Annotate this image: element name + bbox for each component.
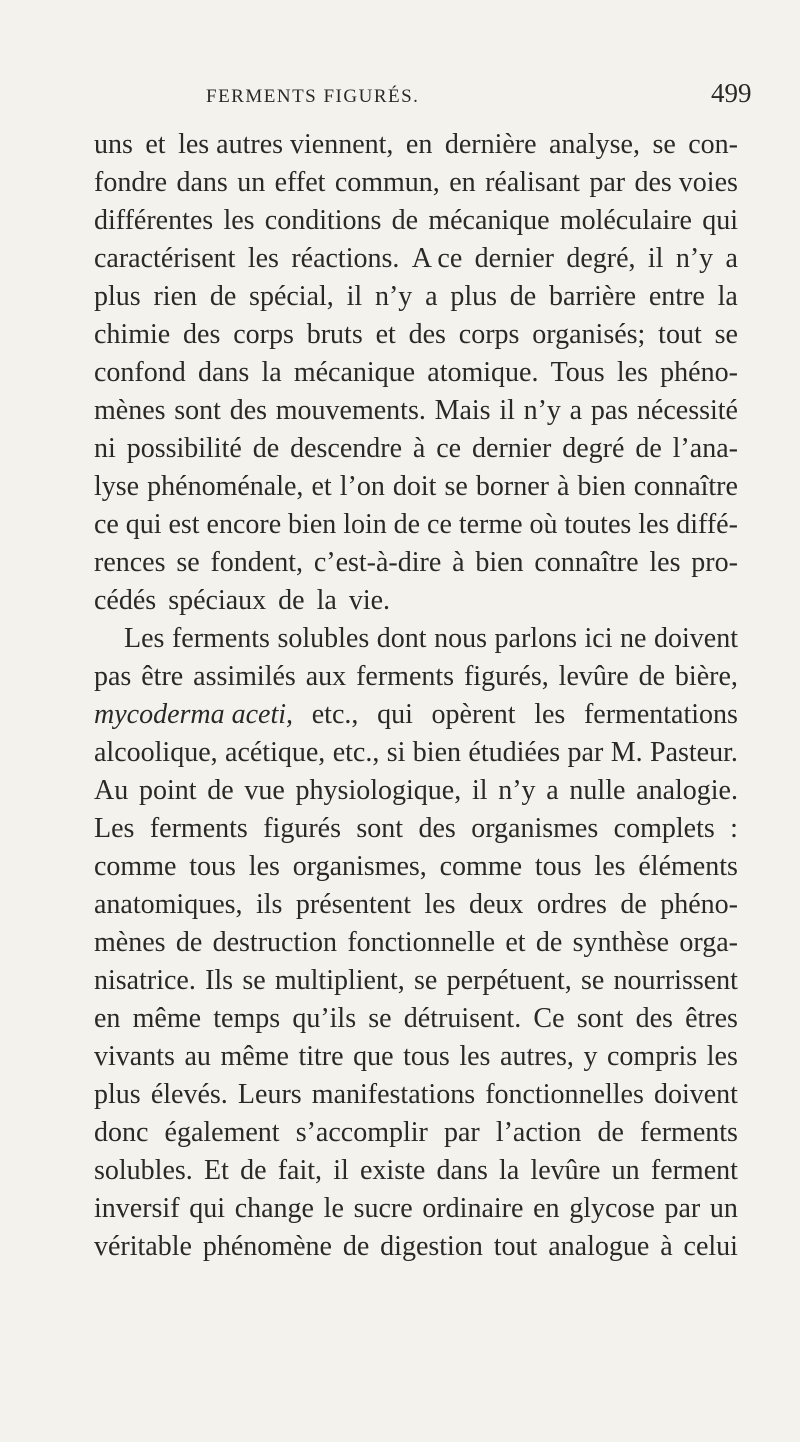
word: ferment xyxy=(650,1155,738,1186)
word: les xyxy=(534,699,566,730)
word: n’y xyxy=(374,281,413,312)
word: sont xyxy=(174,395,221,426)
word: ferments xyxy=(149,813,248,844)
word: des xyxy=(635,1003,673,1034)
word: de xyxy=(278,585,305,616)
word: celui xyxy=(683,1231,738,1262)
word: tout xyxy=(493,1231,538,1262)
word: A ce xyxy=(411,243,463,274)
word: à xyxy=(412,433,426,464)
word: doit xyxy=(392,471,437,502)
word: êtres xyxy=(685,1003,738,1034)
word: organisés; xyxy=(532,319,646,350)
word: analogie. xyxy=(636,775,738,806)
word: parlons xyxy=(494,623,577,654)
word: nisatrice. xyxy=(94,965,196,996)
word: toutes xyxy=(564,509,632,540)
word: ici xyxy=(584,623,613,654)
word: levûre xyxy=(530,1155,601,1186)
word: les xyxy=(706,1041,738,1072)
word: Pasteur. xyxy=(650,737,738,768)
text-line xyxy=(94,582,738,620)
word: borner xyxy=(475,471,549,502)
word: mécanique xyxy=(293,357,416,388)
text-line xyxy=(94,1000,738,1038)
word: élevés. xyxy=(150,1079,228,1110)
text-line xyxy=(94,810,738,848)
word: ordres xyxy=(536,889,607,920)
word: phéno- xyxy=(660,889,738,920)
text-line xyxy=(94,164,738,202)
word: orga- xyxy=(679,927,738,958)
word: ordinaire xyxy=(422,1193,524,1224)
text-line xyxy=(94,1076,738,1114)
word: il xyxy=(647,243,664,274)
word: de xyxy=(635,433,662,464)
word: ferments xyxy=(639,1117,738,1148)
word: sucre xyxy=(353,1193,413,1224)
body-text xyxy=(94,126,738,1266)
word: uns xyxy=(94,129,133,160)
word: caractérisent xyxy=(94,243,236,274)
word: n’y xyxy=(498,775,536,806)
word: comme xyxy=(439,851,523,882)
text-line xyxy=(94,278,738,316)
word: moléculaire xyxy=(559,205,692,236)
word: mouvements. xyxy=(275,395,426,426)
word: effet xyxy=(274,167,326,198)
word: phéno- xyxy=(660,357,738,388)
word: même xyxy=(220,1041,289,1072)
word: les xyxy=(459,1041,491,1072)
word: existe xyxy=(360,1155,426,1186)
text-line xyxy=(94,620,738,658)
word: Ils xyxy=(205,965,234,996)
word: le xyxy=(323,1193,344,1224)
word: se xyxy=(652,129,676,160)
word: en xyxy=(449,167,476,198)
word: de xyxy=(535,927,563,958)
word: phénomène xyxy=(202,1231,332,1262)
word: ni xyxy=(94,433,116,464)
word: degré, xyxy=(566,243,636,274)
word: organismes, xyxy=(292,851,427,882)
word: réactions. xyxy=(291,243,400,274)
word: être xyxy=(141,661,184,692)
word: entre xyxy=(648,281,705,312)
word: différentes xyxy=(94,205,214,236)
word: loin xyxy=(343,509,387,540)
word: synthèse xyxy=(572,927,670,958)
word: spéciaux xyxy=(168,585,267,616)
word: conditions xyxy=(264,205,382,236)
word: atomique. xyxy=(427,357,539,388)
word: des voies xyxy=(634,167,738,198)
word: en xyxy=(533,1193,560,1224)
word: par xyxy=(443,1117,480,1148)
word: à xyxy=(557,471,570,502)
word: par xyxy=(567,737,604,768)
word: n’y xyxy=(675,243,714,274)
word: Mais xyxy=(434,395,491,426)
word: tout xyxy=(658,319,702,350)
word: perpétuent, xyxy=(446,965,572,996)
word: diffé- xyxy=(676,509,738,540)
word: plus xyxy=(94,281,141,312)
word: deux xyxy=(468,889,524,920)
word: spécial, xyxy=(249,281,334,312)
text-line xyxy=(94,506,738,544)
word: degré xyxy=(562,433,625,464)
word: de xyxy=(240,1155,267,1186)
word: titre xyxy=(298,1041,344,1072)
text-line xyxy=(94,1038,738,1076)
word: ce xyxy=(436,433,462,464)
word: détruisent. xyxy=(403,1003,522,1034)
word: temps xyxy=(213,1003,281,1034)
word: éléments xyxy=(638,851,738,882)
word: compris xyxy=(607,1041,698,1072)
word: plus xyxy=(94,1079,141,1110)
word: que xyxy=(353,1041,394,1072)
word: confond xyxy=(94,357,186,388)
word: s’accomplir xyxy=(295,1117,428,1148)
word: présentent xyxy=(295,889,411,920)
word: qui xyxy=(125,509,162,540)
word: la xyxy=(261,357,282,388)
word: de xyxy=(393,509,421,540)
word: autres, xyxy=(500,1041,574,1072)
word: con- xyxy=(688,129,738,160)
word: les xyxy=(247,243,279,274)
word: l’on xyxy=(339,471,385,502)
word: multiplient, xyxy=(274,965,405,996)
word: phénoménale, xyxy=(147,471,304,502)
word: et xyxy=(505,927,526,958)
word: l’action xyxy=(495,1117,582,1148)
word: a xyxy=(725,243,738,274)
word: analogue xyxy=(548,1231,650,1262)
word: donc xyxy=(94,1117,149,1148)
word: mécanique xyxy=(428,205,550,236)
text-line xyxy=(94,772,738,810)
word: se xyxy=(368,1003,392,1034)
word: destruction xyxy=(212,927,338,958)
word: réalisant xyxy=(485,167,580,198)
word: point xyxy=(138,775,197,806)
text-line xyxy=(94,544,738,582)
word: se xyxy=(444,471,468,502)
word: à xyxy=(660,1231,673,1262)
word: sont xyxy=(356,813,404,844)
word: il xyxy=(333,1155,349,1186)
word: fondre xyxy=(94,167,168,198)
word: de xyxy=(509,281,537,312)
word: fonctionnelles xyxy=(485,1079,644,1110)
word: change xyxy=(234,1193,314,1224)
word: comme xyxy=(94,851,177,882)
word: se xyxy=(580,965,605,996)
word: doivent xyxy=(653,1079,738,1110)
word: analyse, xyxy=(549,129,640,160)
word: Au xyxy=(94,775,129,806)
word: qu’ils xyxy=(292,1003,357,1034)
text-line xyxy=(94,240,738,278)
word: ils xyxy=(255,889,283,920)
word: les xyxy=(424,889,456,920)
text-line xyxy=(94,848,738,886)
word: figurés xyxy=(263,813,341,844)
text-line xyxy=(94,202,738,240)
text-line xyxy=(94,126,738,164)
word: bière, xyxy=(674,661,738,692)
word: mycoderma aceti, xyxy=(94,699,294,730)
word: fonctionnelle xyxy=(347,927,496,958)
word: corps xyxy=(233,319,294,350)
word: également xyxy=(164,1117,280,1148)
text-line xyxy=(94,734,738,772)
word: nulle xyxy=(569,775,626,806)
word: étudiées xyxy=(468,737,561,768)
word: les xyxy=(616,357,648,388)
word: au xyxy=(184,1041,211,1072)
word: possibilité xyxy=(126,433,242,464)
word: dernière xyxy=(444,129,537,160)
word: commun, xyxy=(334,167,440,198)
word: nous xyxy=(434,623,487,654)
word: ce xyxy=(94,509,119,540)
word: véritable xyxy=(94,1231,192,1262)
text-line xyxy=(94,430,738,468)
word: qui xyxy=(702,205,738,236)
word: à xyxy=(452,547,465,578)
word: bruts xyxy=(306,319,363,350)
word: pas xyxy=(94,661,132,692)
word: etc., xyxy=(332,737,380,768)
word: l’ana- xyxy=(672,433,738,464)
word: les autres viennent, xyxy=(178,129,394,160)
word: les xyxy=(638,509,670,540)
text-line xyxy=(94,316,738,354)
word: y xyxy=(583,1041,598,1072)
word: acétique, xyxy=(225,737,326,768)
word: se xyxy=(176,547,200,578)
word: et xyxy=(311,471,332,502)
word: figurés, xyxy=(463,661,549,692)
word: de xyxy=(391,205,419,236)
word: ferments xyxy=(171,623,270,654)
word: doivent xyxy=(654,623,738,654)
word: dans xyxy=(436,1155,488,1186)
word: par xyxy=(664,1193,701,1224)
text-line xyxy=(94,1190,738,1228)
word: se xyxy=(714,319,738,350)
word: plus xyxy=(450,281,497,312)
word: il xyxy=(499,395,515,426)
word: organismes xyxy=(471,813,599,844)
word: encore xyxy=(206,509,282,540)
word: mènes xyxy=(94,927,166,958)
text-line xyxy=(94,392,738,430)
word: a xyxy=(546,775,559,806)
word: en xyxy=(94,1003,121,1034)
word: ferments xyxy=(356,661,455,692)
word: assimilés xyxy=(193,661,296,692)
word: Les xyxy=(124,623,165,654)
word: des xyxy=(418,813,456,844)
word: rien xyxy=(153,281,198,312)
word: bien xyxy=(577,471,626,502)
word: vivants xyxy=(94,1041,175,1072)
text-line xyxy=(94,696,738,734)
word: un xyxy=(611,1155,640,1186)
word: mènes xyxy=(94,395,166,426)
word: solubles. xyxy=(94,1155,193,1186)
word: dans xyxy=(197,357,250,388)
word: il xyxy=(346,281,363,312)
word: de xyxy=(175,927,203,958)
text-line xyxy=(94,962,738,1000)
text-line xyxy=(94,658,738,696)
word: n’y xyxy=(523,395,561,426)
word: de xyxy=(638,661,665,692)
word: par xyxy=(589,167,626,198)
word: tous xyxy=(534,851,582,882)
word: alcoolique, xyxy=(94,737,218,768)
word: des xyxy=(183,319,221,350)
word: dernier xyxy=(474,243,554,274)
text-line xyxy=(94,1114,738,1152)
word: des xyxy=(229,395,268,426)
word: anatomiques, xyxy=(94,889,243,920)
text-line xyxy=(94,1228,738,1266)
word: pro- xyxy=(691,547,738,578)
word: Les xyxy=(94,813,135,844)
text-line xyxy=(94,886,738,924)
word: etc., xyxy=(311,699,359,730)
word: Et xyxy=(203,1155,229,1186)
word: descendre xyxy=(290,433,402,464)
word: de xyxy=(252,433,280,464)
text-line xyxy=(94,354,738,392)
word: se xyxy=(242,965,266,996)
word: en xyxy=(405,129,433,160)
word: : xyxy=(730,813,738,844)
word: a xyxy=(569,395,583,426)
word: dont xyxy=(376,623,427,654)
word: dans xyxy=(176,167,228,198)
word: M. xyxy=(610,737,643,768)
word: qui xyxy=(189,1193,225,1224)
word: fondent, xyxy=(210,547,303,578)
word: aux xyxy=(305,661,347,692)
word: terme xyxy=(458,509,523,540)
word: connaître xyxy=(633,471,738,502)
word: vue xyxy=(244,775,285,806)
word: bien xyxy=(412,737,462,768)
word: levûre xyxy=(558,661,629,692)
word: tous xyxy=(403,1041,450,1072)
word: vie. xyxy=(348,585,391,616)
word: ne xyxy=(620,623,647,654)
word: les xyxy=(223,205,255,236)
word: les xyxy=(248,851,280,882)
word: dernier xyxy=(472,433,552,464)
word: manifestations xyxy=(311,1079,476,1110)
word: nécessité xyxy=(636,395,738,426)
word: de xyxy=(209,281,237,312)
word: cédés xyxy=(94,585,157,616)
word: glycose xyxy=(569,1193,655,1224)
word: qui xyxy=(377,699,413,730)
word: de xyxy=(597,1117,624,1148)
word: il xyxy=(471,775,488,806)
word: et xyxy=(145,129,166,160)
text-line xyxy=(94,1152,738,1190)
word: la xyxy=(499,1155,520,1186)
word: ce xyxy=(427,509,452,540)
word: Leurs xyxy=(237,1079,302,1110)
word: rences xyxy=(94,547,166,578)
word: lyse xyxy=(94,471,140,502)
word: opèrent xyxy=(431,699,516,730)
text-line xyxy=(94,468,738,506)
word: est xyxy=(168,509,200,540)
word: et xyxy=(375,319,396,350)
word: tous xyxy=(189,851,236,882)
word: de xyxy=(342,1231,370,1262)
word: sont xyxy=(576,1003,624,1034)
word: la xyxy=(717,281,738,312)
word: fermentations xyxy=(583,699,738,730)
word: fait, xyxy=(277,1155,323,1186)
running-title: FERMENTS FIGURÉS. xyxy=(206,86,420,107)
word: bien xyxy=(475,547,524,578)
word: si xyxy=(386,737,406,768)
word: de xyxy=(620,889,647,920)
word: nourrissent xyxy=(613,965,738,996)
word: solubles xyxy=(277,623,370,654)
word: digestion xyxy=(380,1231,483,1262)
word: complets xyxy=(613,813,715,844)
word: où xyxy=(529,509,558,540)
word: c’est-à-dire xyxy=(313,547,442,578)
word: pas xyxy=(590,395,629,426)
word: de xyxy=(207,775,234,806)
word: les xyxy=(594,851,626,882)
word: bien xyxy=(288,509,337,540)
word: des xyxy=(408,319,446,350)
word: Ce xyxy=(533,1003,565,1034)
text-line xyxy=(94,924,738,962)
word: connaître xyxy=(534,547,639,578)
word: la xyxy=(316,585,337,616)
word: un xyxy=(709,1193,738,1224)
page-number: 499 xyxy=(711,78,752,108)
word: a xyxy=(425,281,438,312)
word: se xyxy=(414,965,438,996)
word: physiologique, xyxy=(295,775,462,806)
word: inversif xyxy=(94,1193,180,1224)
word: corps xyxy=(458,319,520,350)
word: les xyxy=(649,547,681,578)
word: un xyxy=(237,167,266,198)
word: Tous xyxy=(550,357,605,388)
word: chimie xyxy=(94,319,171,350)
word: barrière xyxy=(549,281,637,312)
word: même xyxy=(132,1003,202,1034)
